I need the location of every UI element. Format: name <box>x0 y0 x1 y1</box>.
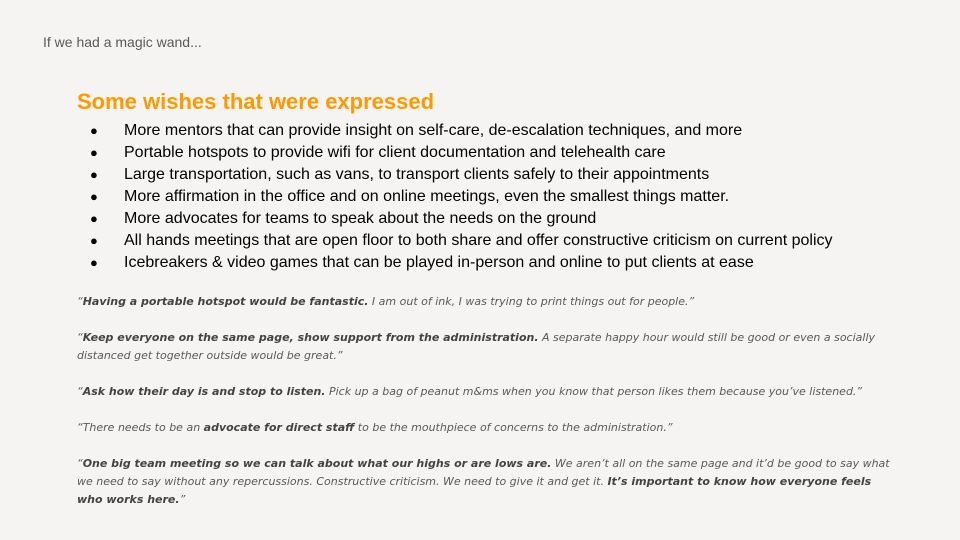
wish-item <box>90 142 833 164</box>
wish-text: Portable hotspots to provide wifi for client documentation and telehealth care <box>124 144 666 161</box>
bullet-icon: ● <box>90 123 98 138</box>
quote-team-meeting: “One big team meeting so we can talk about what our highs or are lows are. We aren’t all on the same page and it’d be good to say what we need to say without any repercussions. Constructive criticism. We need to give it and get it. It’s important to know how everyone feels who works here.” <box>77 457 890 506</box>
wish-item <box>90 230 833 252</box>
bullet-icon: ● <box>90 167 98 182</box>
quote-hotspot: “Having a portable hotspot would be fantastic. I am out of ink, I was trying to print things out for people.” <box>77 295 695 308</box>
bullet-icon: ● <box>90 145 98 160</box>
wish-item <box>90 164 833 186</box>
quote-advocate: “There needs to be an advocate for direct staff to be the mouthpiece of concerns to the administration.” <box>77 421 673 434</box>
slide-heading: Some wishes that were expressed <box>77 89 435 114</box>
quote-same-page: “Keep everyone on the same page, show support from the administration. A separate happy hour would still be good or even a socially distanced get together outside would be great.” <box>77 331 876 362</box>
quotes-section <box>77 293 897 527</box>
wish-text: All hands meetings that are open floor to both share and offer constructive criticism on current policy <box>124 232 833 249</box>
bullet-icon: ● <box>90 211 98 226</box>
quote-listen: “Ask how their day is and stop to listen. Pick up a bag of peanut m&ms when you know that person likes them because you’ve listened.” <box>77 385 863 398</box>
wish-text: Icebreakers & video games that can be played in-person and online to put clients at ease <box>124 254 754 271</box>
wish-text: Large transportation, such as vans, to transport clients safely to their appointments <box>124 166 710 183</box>
slide-subtitle: If we had a magic wand... <box>43 34 202 50</box>
bullet-icon: ● <box>90 233 98 248</box>
wish-item <box>90 186 833 208</box>
wish-item <box>90 208 833 230</box>
wish-item <box>90 120 833 142</box>
wish-text: More advocates for teams to speak about the needs on the ground <box>124 210 597 227</box>
bullet-icon: ● <box>90 189 98 204</box>
wish-text: More affirmation in the office and on online meetings, even the smallest things matter. <box>124 188 730 205</box>
bullet-icon: ● <box>90 255 98 270</box>
wish-item <box>90 252 833 274</box>
wish-text: More mentors that can provide insight on self-care, de-escalation techniques, and more <box>124 122 743 139</box>
wishes-list <box>90 120 833 274</box>
